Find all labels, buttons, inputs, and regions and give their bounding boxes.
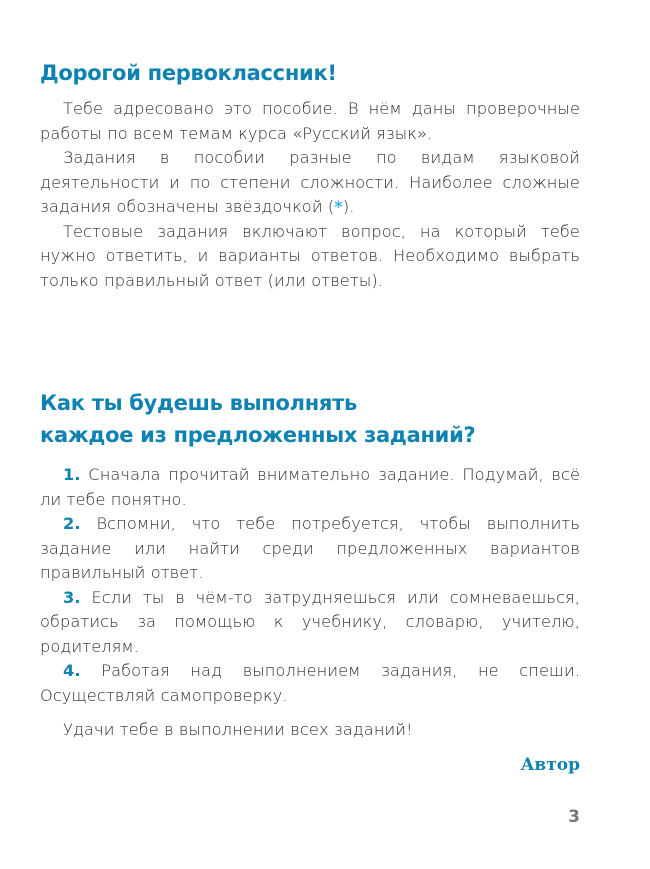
- author-signature: Автор: [520, 755, 580, 775]
- step-number: 1.: [63, 465, 81, 484]
- intro-paragraph-2-end: ).: [342, 197, 355, 216]
- steps-list: [40, 463, 580, 708]
- step-text: Если ты в чём-то затрудняешься или сомневаешься, обратись за помощью к учебнику, словарю, учителю, родителям.: [40, 587, 580, 656]
- star-icon: *: [334, 197, 343, 216]
- step-number: 3.: [63, 587, 81, 607]
- page-number: 3: [568, 807, 580, 827]
- intro-paragraph-1: Тебе адресовано это пособие. В нём даны проверочные работы по всем темам курса «Русский язык».: [40, 99, 580, 143]
- intro-paragraph-3: Тестовые задания включают вопрос, на который тебе нужно ответить, и варианты ответов. Необходимо выбрать только правильный ответ (или ответы).: [40, 221, 580, 290]
- intro-paragraph-2-text: Задания в пособии разные по видам языковой деятельности и по степени сложности. Наиболее сложные задания обозначены звёздочкой (: [40, 148, 580, 216]
- instructions-heading: [40, 387, 475, 451]
- instructions-heading-line-2: каждое из предложенных заданий?: [40, 423, 476, 447]
- closing-text: Удачи тебе в выполнении всех заданий!: [63, 720, 413, 739]
- greeting-heading: Дорогой первоклассник!: [40, 61, 337, 85]
- step-number: 2.: [63, 514, 81, 533]
- intro-paragraph-2: [40, 146, 580, 220]
- step-item: [40, 463, 580, 512]
- step-item: [40, 586, 580, 660]
- instructions-heading-line-1: Как ты будешь выполнять: [40, 391, 357, 415]
- step-item: [40, 659, 580, 708]
- step-number: 4.: [63, 661, 81, 680]
- step-text: Вспомни, что тебе потребуется, чтобы выполнить задание или найти среди предложенных вариантов правильный ответ.: [40, 514, 580, 582]
- step-item: [40, 512, 580, 586]
- intro-text: [40, 97, 580, 293]
- step-text: Сначала прочитай внимательно задание. Подумай, всё ли тебе понятно.: [40, 465, 581, 509]
- step-text: Работая над выполнением задания, не спеши. Осуществляй самопроверку.: [40, 661, 580, 705]
